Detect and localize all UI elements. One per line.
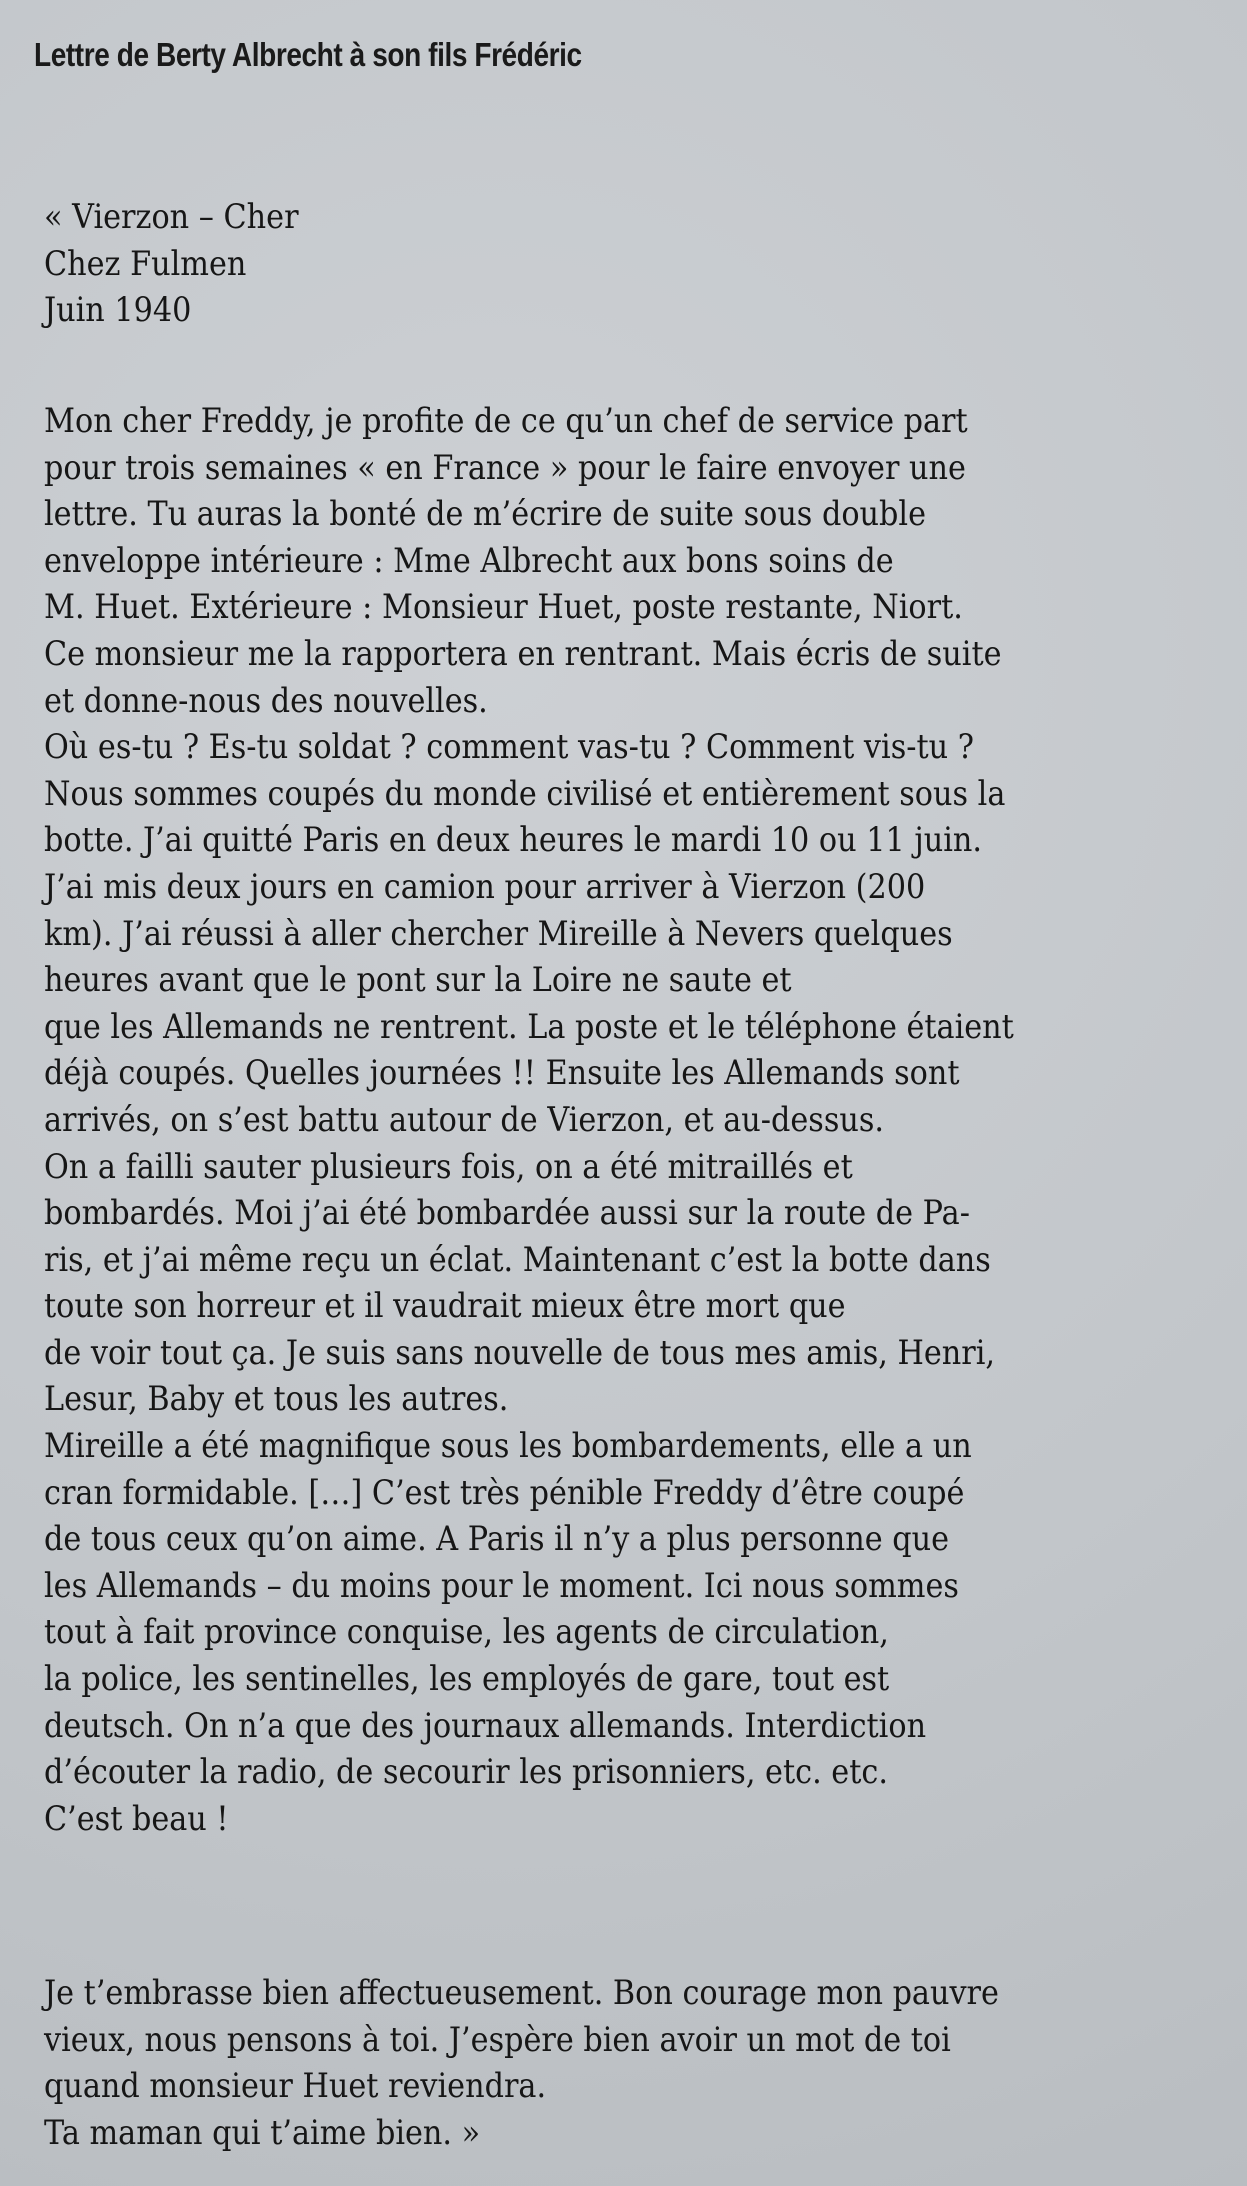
closing-line: quand monsieur Huet reviendra. bbox=[44, 2066, 547, 2107]
letter-title: Lettre de Berty Albrecht à son fils Frédéric bbox=[34, 36, 582, 73]
body-line: J’ai mis deux jours en camion pour arriver à Vierzon (200 bbox=[44, 866, 926, 907]
body-line: que les Allemands ne rentrent. La poste et le téléphone étaient bbox=[44, 1006, 1014, 1047]
body-line: heures avant que le pont sur la Loire ne saute et bbox=[44, 960, 792, 1001]
body-line: cran formidable. […] C’est très pénible Freddy d’être coupé bbox=[44, 1472, 965, 1513]
body-line: On a failli sauter plusieurs fois, on a été mitraillés et bbox=[44, 1146, 853, 1187]
body-line: km). J’ai réussi à aller chercher Mireille à Nevers quelques bbox=[44, 913, 953, 954]
body-line: deutsch. On n’a que des journaux allemands. Interdiction bbox=[44, 1705, 927, 1746]
body-line: d’écouter la radio, de secourir les prisonniers, etc. etc. bbox=[44, 1752, 888, 1793]
body-line: déjà coupés. Quelles journées !! Ensuite les Allemands sont bbox=[44, 1053, 960, 1094]
body-line: Ce monsieur me la rapportera en rentrant. Mais écris de suite bbox=[44, 633, 1002, 674]
closing-line: vieux, nous pensons à toi. J’espère bien avoir un mot de toi bbox=[44, 2019, 951, 2060]
letter-body bbox=[44, 398, 1134, 1842]
body-line: lettre. Tu auras la bonté de m’écrire de suite sous double bbox=[44, 494, 926, 535]
body-line: bombardés. Moi j’ai été bombardée aussi sur la route de Pa- bbox=[44, 1193, 970, 1234]
closing-line: Je t’embrasse bien affectueusement. Bon courage mon pauvre bbox=[44, 1973, 999, 2013]
body-line: de tous ceux qu’on aime. A Paris il n’y a plus personne que bbox=[44, 1519, 950, 1560]
body-line: toute son horreur et il vaudrait mieux être mort que bbox=[44, 1286, 846, 1327]
header-line: Juin 1940 bbox=[44, 290, 192, 331]
body-line: C’est beau ! bbox=[44, 1798, 229, 1839]
body-line: Mireille a été magnifique sous les bombardements, elle a un bbox=[44, 1426, 972, 1467]
body-line: Lesur, Baby et tous les autres. bbox=[44, 1379, 509, 1420]
body-line: de voir tout ça. Je suis sans nouvelle de tous mes amis, Henri, bbox=[44, 1332, 996, 1373]
body-line: tout à fait province conquise, les agents de circulation, bbox=[44, 1612, 889, 1653]
body-line: Nous sommes coupés du monde civilisé et entièrement sous la bbox=[44, 773, 1006, 814]
body-line: ris, et j’ai même reçu un éclat. Maintenant c’est la botte dans bbox=[44, 1239, 991, 1280]
body-line: Mon cher Freddy, je profite de ce qu’un chef de service part bbox=[44, 401, 968, 441]
body-line: enveloppe intérieure : Mme Albrecht aux bons soins de bbox=[44, 540, 894, 581]
body-line: les Allemands – du moins pour le moment. Ici nous sommes bbox=[44, 1565, 959, 1606]
body-line: et donne-nous des nouvelles. bbox=[44, 680, 488, 721]
closing-line: Ta maman qui t’aime bien. » bbox=[44, 2112, 481, 2153]
letter-closing bbox=[44, 1970, 1117, 2156]
body-line: arrivés, on s’est battu autour de Vierzon, et au-dessus. bbox=[44, 1099, 885, 1140]
body-line: botte. J’ai quitté Paris en deux heures le mardi 10 ou 11 juin. bbox=[44, 820, 983, 861]
body-line: M. Huet. Extérieure : Monsieur Huet, poste restante, Niort. bbox=[44, 587, 963, 628]
body-line: Où es-tu ? Es-tu soldat ? comment vas-tu ? Comment vis-tu ? bbox=[44, 727, 974, 768]
header-line: Chez Fulmen bbox=[44, 243, 247, 284]
letter-header bbox=[44, 194, 330, 334]
header-line: « Vierzon – Cher bbox=[44, 197, 299, 237]
body-line: pour trois semaines « en France » pour le faire envoyer une bbox=[44, 447, 966, 488]
body-line: la police, les sentinelles, les employés de gare, tout est bbox=[44, 1659, 890, 1700]
